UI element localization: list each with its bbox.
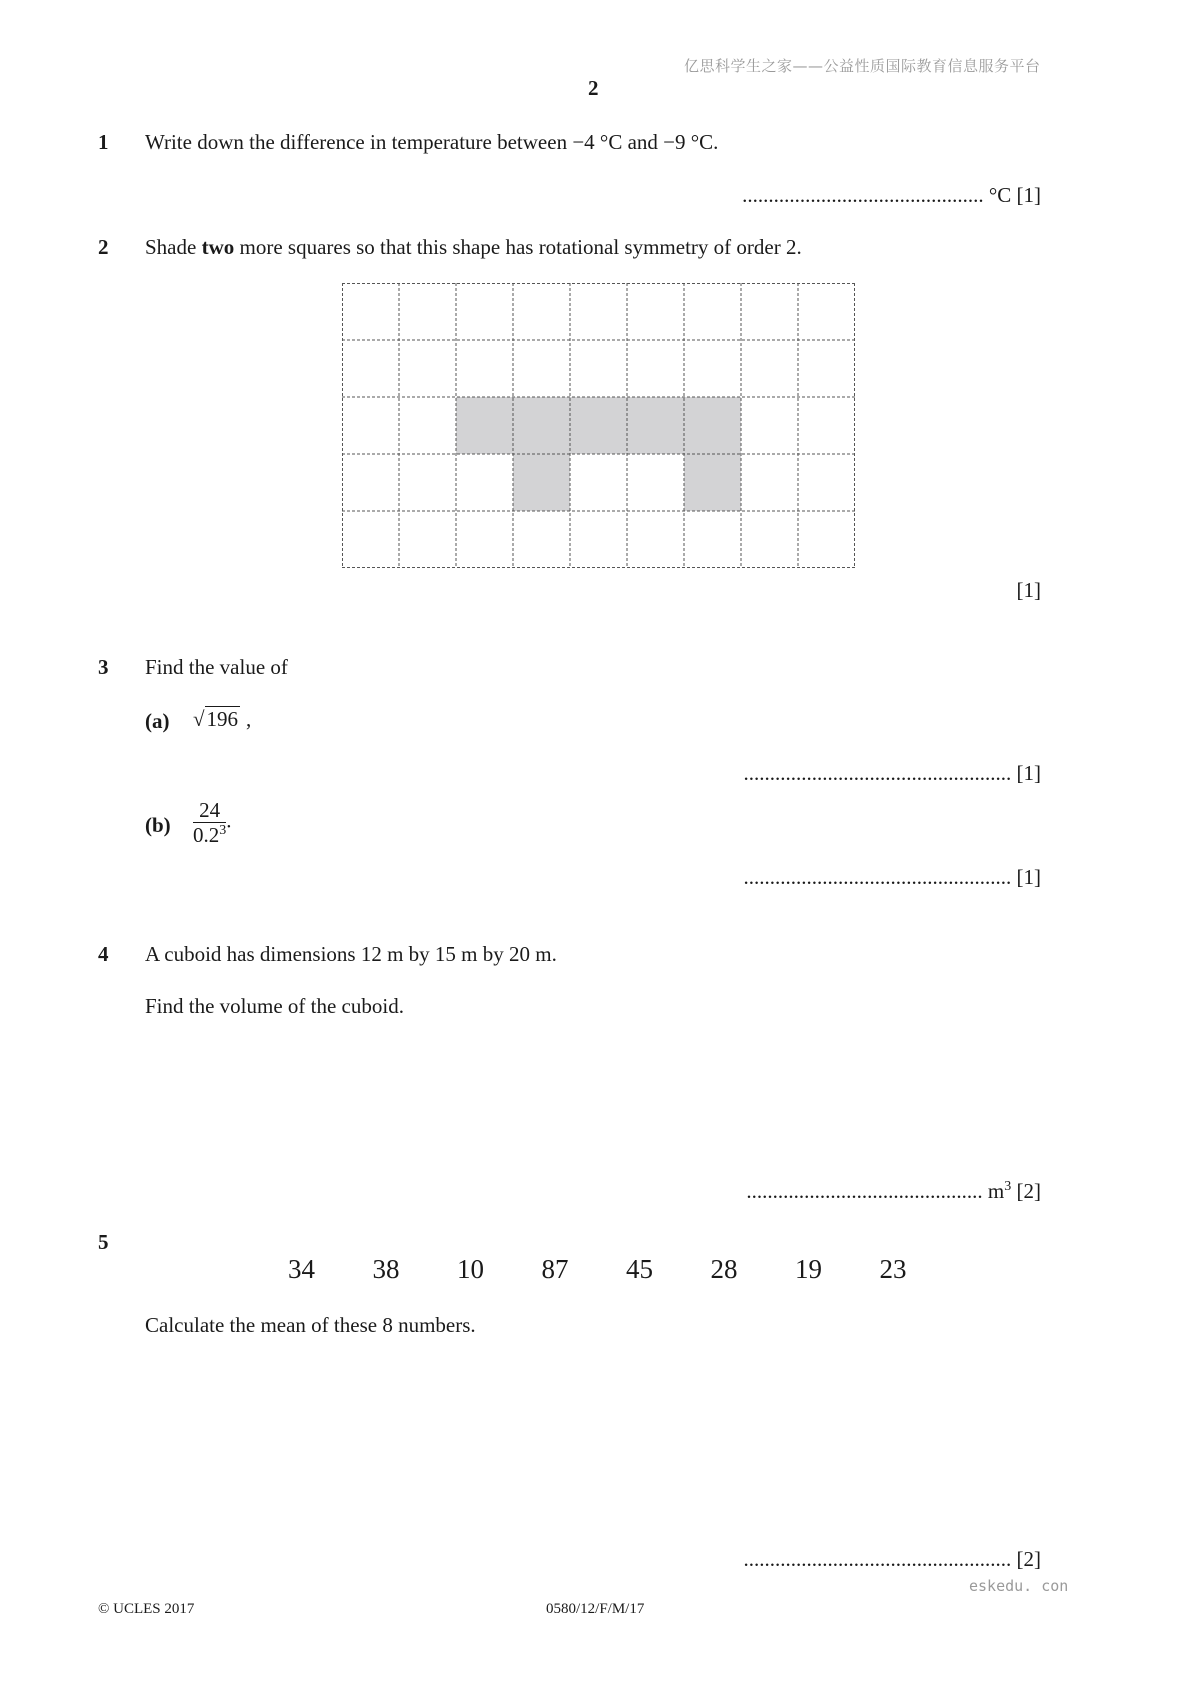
question-3a-expression [193,706,251,732]
denominator-base: 0.2 [193,823,220,847]
grid-cell[interactable] [570,511,627,568]
grid-cell[interactable] [456,511,513,568]
grid-cell[interactable] [627,340,684,397]
question-3-text: Find the value of [145,655,288,679]
grid-cell[interactable] [456,454,513,511]
data-number: 10 [457,1254,484,1284]
denominator [193,823,226,847]
grid-cell[interactable] [798,340,855,397]
answer-dots: ................................................... [743,1547,1012,1571]
grid-cell[interactable] [342,397,399,454]
grid-cell-shaded[interactable] [570,397,627,454]
question-1-number: 1 [98,130,109,154]
numerator: 24 [193,798,226,823]
unit-marks: °C [1] [988,183,1041,207]
data-number: 34 [288,1254,315,1284]
grid-cell[interactable] [456,340,513,397]
grid-cell[interactable] [741,283,798,340]
grid-cell[interactable] [570,283,627,340]
question-4-instruction: Find the volume of the cuboid. [145,994,404,1018]
grid-cell[interactable] [570,454,627,511]
question-2-text [145,234,802,260]
question-2-marks: [1] [1016,578,1041,602]
punctuation: , [246,707,252,731]
watermark-footer: eskedu. con [969,1577,1069,1595]
question-1-answer-line[interactable] [742,182,1041,208]
question-1-text: Write down the difference in temperature between −4 °C and −9 °C. [145,130,719,154]
answer-dots: ................................................... [743,865,1012,889]
radicand: 196 [206,707,239,731]
answer-dots: ............................................. [746,1179,983,1203]
unit-exponent: 3 [1004,1179,1012,1194]
marks: [1] [1016,865,1041,889]
question-3a-label: (a) [145,709,170,733]
grid-cell[interactable] [456,283,513,340]
marks: [2] [1016,1179,1041,1203]
grid-cell-shaded[interactable] [513,454,570,511]
exponent: 3 [219,823,227,838]
grid-cell[interactable] [798,283,855,340]
text-part: Shade [145,235,202,259]
data-number: 87 [541,1254,569,1284]
symmetry-grid[interactable] [342,283,855,568]
grid-cell[interactable] [399,397,456,454]
grid-cell[interactable] [798,454,855,511]
radical-sign: √ [193,707,205,731]
grid-cell[interactable] [798,511,855,568]
grid-cell-shaded[interactable] [684,454,741,511]
question-5-text: Calculate the mean of these 8 numbers. [145,1313,476,1337]
grid-cell[interactable] [513,340,570,397]
grid-cell[interactable] [684,283,741,340]
grid-cell[interactable] [342,454,399,511]
data-number: 38 [372,1254,400,1284]
grid-cell[interactable] [399,454,456,511]
watermark-header: 亿思科学生之家——公益性质国际教育信息服务平台 [684,57,1041,75]
grid-cell[interactable] [399,340,456,397]
grid-cell[interactable] [399,511,456,568]
grid-cell[interactable] [513,511,570,568]
text-part: more squares so that this shape has rotational symmetry of order 2. [234,235,802,259]
grid-cell[interactable] [684,511,741,568]
question-3b-label: (b) [145,813,171,837]
grid-cell[interactable] [342,340,399,397]
answer-dots: .............................................. [742,183,984,207]
grid-cell[interactable] [513,283,570,340]
data-number: 45 [626,1254,653,1284]
grid-cell[interactable] [741,340,798,397]
grid-cell[interactable] [342,511,399,568]
question-2-number: 2 [98,235,109,259]
grid-cell-shaded[interactable] [627,397,684,454]
question-4-number: 4 [98,942,109,966]
page-number: 2 [588,76,599,100]
question-3a-answer-line[interactable] [744,760,1042,786]
question-5-answer-line[interactable] [744,1546,1042,1572]
grid-cell[interactable] [684,340,741,397]
grid-cell[interactable] [627,454,684,511]
fraction [193,798,226,847]
question-3b-expression [193,798,232,847]
data-number: 23 [879,1254,907,1284]
unit-base: m [987,1179,1005,1203]
question-4-text: A cuboid has dimensions 12 m by 15 m by 20 m. [145,942,557,966]
question-5-number: 5 [98,1230,109,1254]
question-4-answer-line[interactable] [746,1178,1041,1204]
grid-cell[interactable] [741,397,798,454]
data-number: 28 [710,1254,738,1284]
grid-cell[interactable] [627,511,684,568]
punctuation: . [226,808,232,833]
grid-cell[interactable] [627,283,684,340]
question-3b-answer-line[interactable] [744,864,1042,890]
grid-cell[interactable] [399,283,456,340]
grid-cell[interactable] [342,283,399,340]
footer-copyright: © UCLES 2017 [98,1601,195,1617]
grid-cell[interactable] [798,397,855,454]
answer-dots: ................................................... [743,761,1012,785]
grid-cell-shaded[interactable] [513,397,570,454]
grid-cell[interactable] [741,454,798,511]
grid-cell-shaded[interactable] [456,397,513,454]
marks: [1] [1016,761,1041,785]
data-number: 19 [795,1254,822,1284]
footer-code: 0580/12/F/M/17 [546,1601,645,1617]
grid-cell[interactable] [570,340,627,397]
grid-cell-shaded[interactable] [684,397,741,454]
unit [988,1179,1011,1203]
square-root [193,706,240,732]
text-bold: two [201,235,235,259]
marks: [2] [1016,1547,1041,1571]
grid-cell[interactable] [741,511,798,568]
question-3-number: 3 [98,655,109,679]
